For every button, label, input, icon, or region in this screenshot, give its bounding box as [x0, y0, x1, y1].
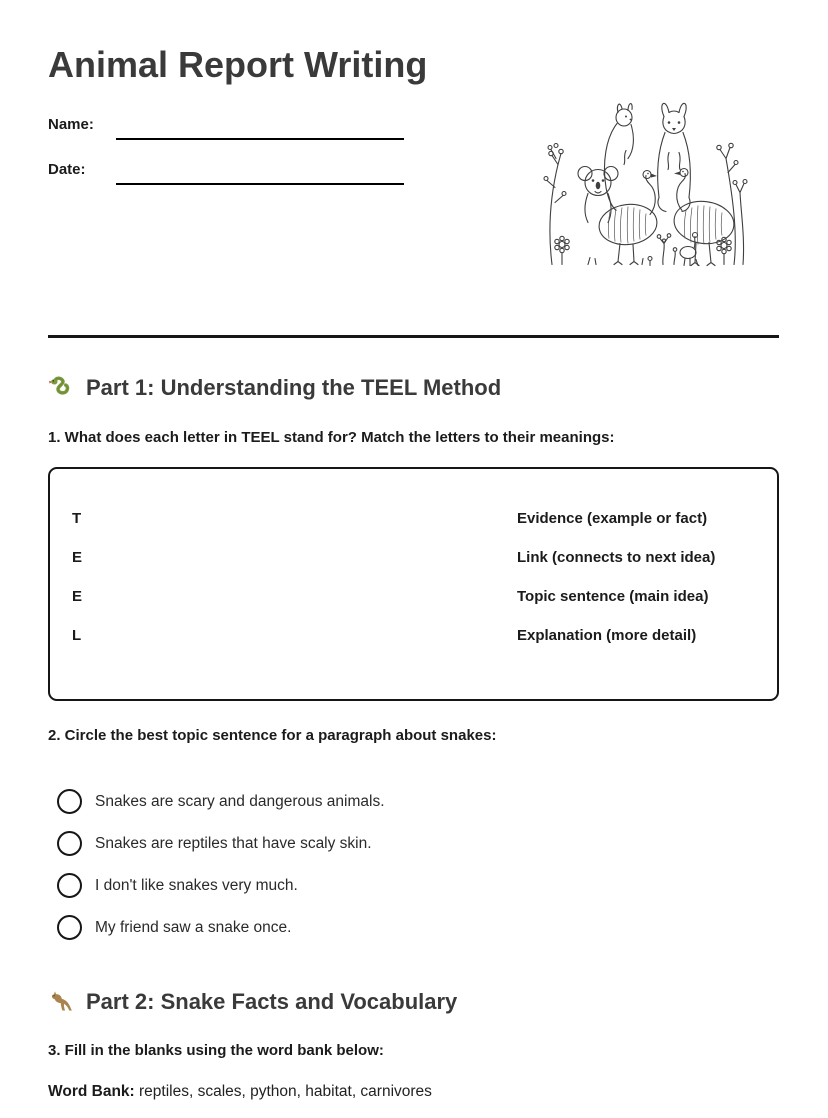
- date-field-row: [48, 159, 404, 185]
- kangaroo-icon: [48, 989, 75, 1016]
- date-input-line[interactable]: [116, 161, 404, 185]
- topic-sentence-options: [57, 789, 385, 957]
- name-field-row: [48, 114, 404, 140]
- option-label: I don't like snakes very much.: [95, 876, 298, 894]
- part2-heading-text: Part 2: Snake Facts and Vocabulary: [86, 989, 458, 1014]
- match-row: [50, 577, 777, 616]
- teel-letter: T: [72, 510, 82, 527]
- teel-letter: E: [72, 549, 83, 566]
- option-row: [57, 873, 385, 898]
- teel-letter: E: [72, 588, 83, 605]
- teel-meaning: Explanation (more detail): [517, 627, 697, 644]
- snake-icon: [48, 375, 75, 402]
- teel-meaning: Evidence (example or fact): [517, 510, 708, 527]
- australian-animals-illustration: [538, 92, 748, 270]
- option-radio-circle[interactable]: [57, 915, 82, 940]
- option-radio-circle[interactable]: [57, 873, 82, 898]
- teel-matching-box: [48, 467, 779, 701]
- part1-heading: [48, 372, 501, 404]
- part2-heading: [48, 986, 457, 1018]
- option-row: [57, 831, 385, 856]
- page-title: Animal Report Writing: [48, 44, 428, 85]
- option-label: Snakes are scary and dangerous animals.: [95, 792, 385, 810]
- match-row: [50, 499, 777, 538]
- option-row: [57, 789, 385, 814]
- match-row: [50, 616, 777, 655]
- option-label: My friend saw a snake once.: [95, 918, 292, 936]
- question-2: 2. Circle the best topic sentence for a paragraph about snakes:: [48, 727, 497, 744]
- match-row: [50, 538, 777, 577]
- option-radio-circle[interactable]: [57, 789, 82, 814]
- question-1: 1. What does each letter in TEEL stand for? Match the letters to their meanings:: [48, 429, 615, 446]
- option-row: [57, 915, 385, 940]
- option-label: Snakes are reptiles that have scaly skin.: [95, 834, 372, 852]
- name-input-line[interactable]: [116, 116, 404, 140]
- date-label: Date:: [48, 161, 86, 178]
- question-3: 3. Fill in the blanks using the word bank below:: [48, 1042, 384, 1059]
- option-radio-circle[interactable]: [57, 831, 82, 856]
- part1-heading-text: Part 1: Understanding the TEEL Method: [86, 375, 502, 400]
- name-label: Name:: [48, 116, 94, 133]
- teel-meaning: Topic sentence (main idea): [517, 588, 709, 605]
- teel-meaning: Link (connects to next idea): [517, 549, 716, 566]
- word-bank: [48, 1082, 432, 1101]
- teel-letter: L: [72, 627, 82, 644]
- section-divider: [48, 335, 779, 338]
- word-bank-words: reptiles, scales, python, habitat, carnivores: [139, 1083, 432, 1100]
- word-bank-label: Word Bank:: [48, 1083, 139, 1100]
